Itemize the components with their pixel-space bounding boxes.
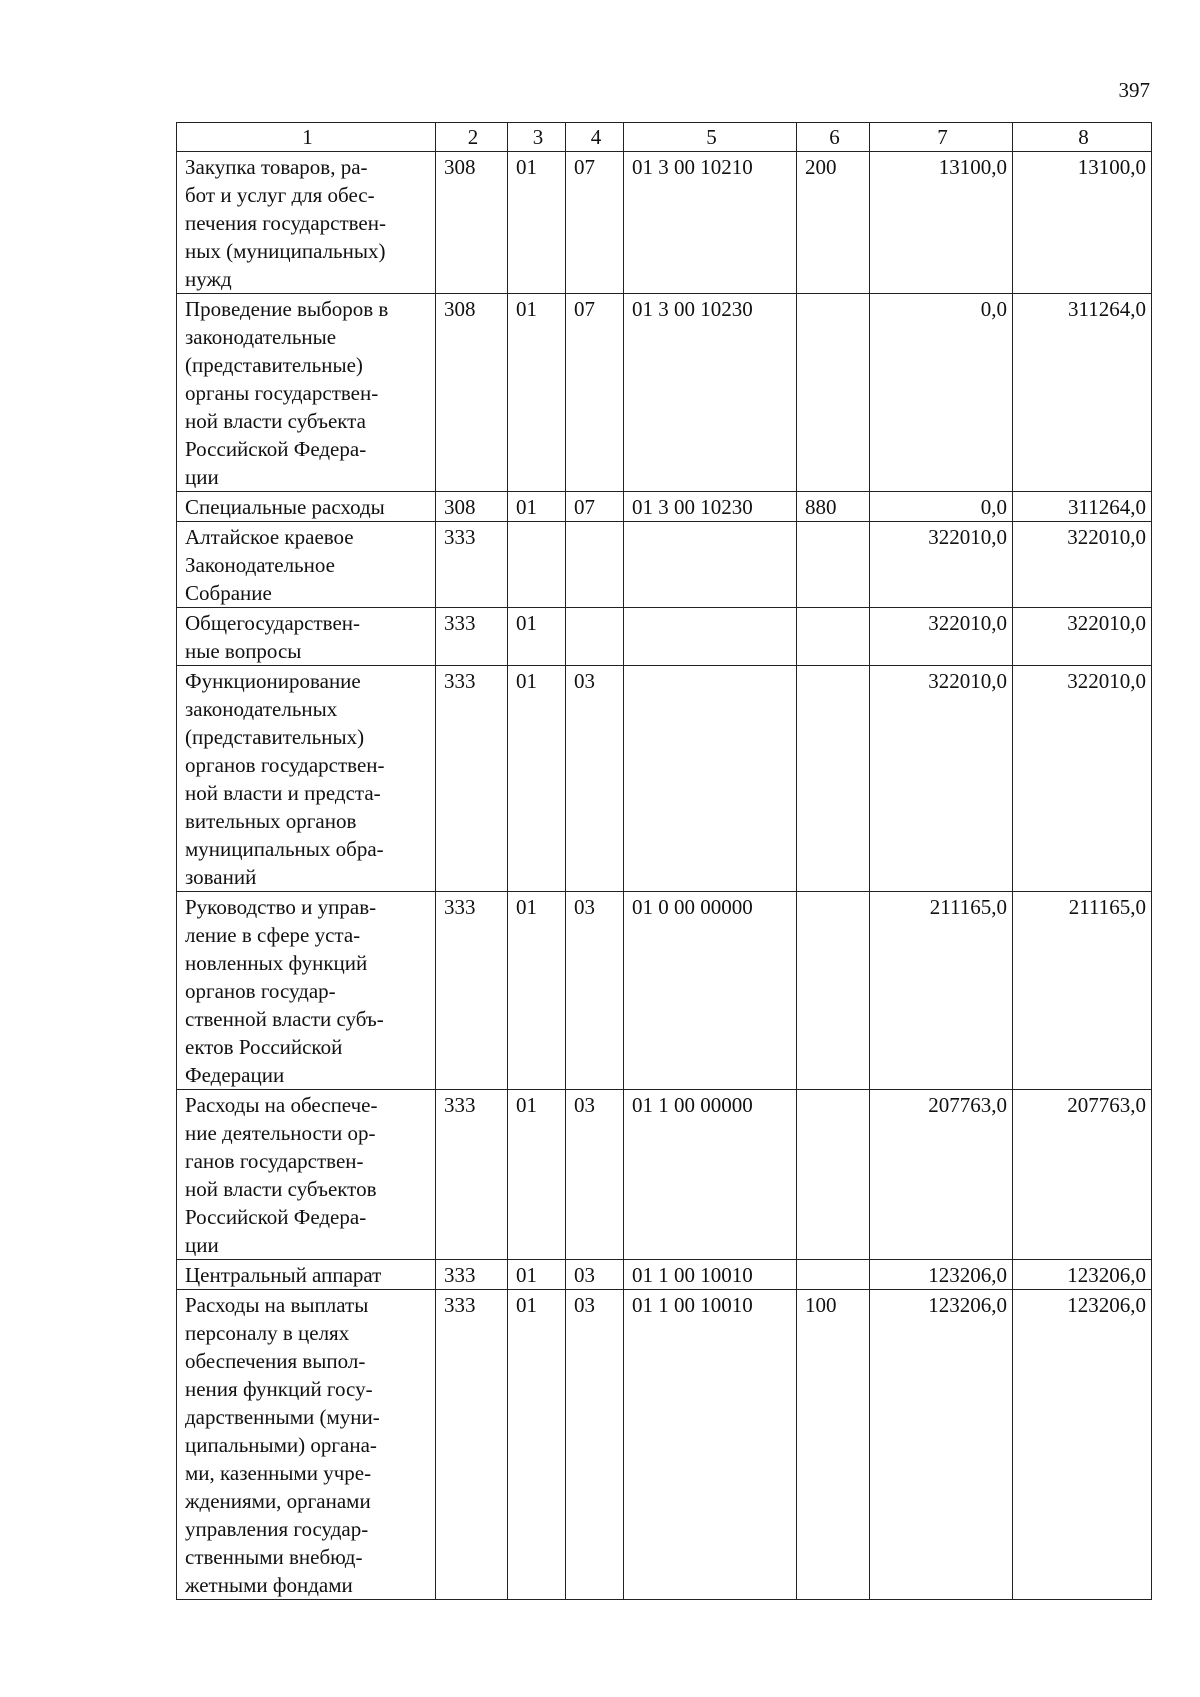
item-name-line: Федерации	[185, 1063, 285, 1087]
cell-item-name	[177, 608, 436, 666]
header-cell-4: 4	[566, 123, 624, 152]
item-name-line: вительных органов	[185, 809, 357, 833]
cell-target-item	[624, 666, 797, 892]
item-name-line: дарственными (муни-	[185, 1405, 380, 1429]
budget-table	[176, 122, 1152, 1600]
item-name-line: печения государствен-	[185, 211, 386, 235]
item-name-line: органы государствен-	[185, 381, 379, 405]
item-name-line: ние деятельности ор-	[185, 1121, 376, 1145]
cell-gov-code: 333	[436, 522, 508, 608]
cell-amount-1: 123206,0	[870, 1290, 1013, 1600]
item-name-line: Собрание	[185, 581, 272, 605]
cell-amount-2: 322010,0	[1013, 522, 1152, 608]
item-name-line: законодательных	[185, 697, 338, 721]
cell-item-name	[177, 666, 436, 892]
cell-amount-2: 322010,0	[1013, 666, 1152, 892]
table-row	[177, 294, 1152, 492]
cell-gov-code: 333	[436, 608, 508, 666]
cell-expense-type	[797, 294, 870, 492]
cell-amount-1: 0,0	[870, 492, 1013, 522]
cell-amount-2: 13100,0	[1013, 152, 1152, 294]
item-name-line: Российской Федера-	[185, 1205, 367, 1229]
cell-expense-type: 100	[797, 1290, 870, 1600]
item-name-line: ные вопросы	[185, 639, 302, 663]
item-name-line: ганов государствен-	[185, 1149, 364, 1173]
cell-amount-1: 211165,0	[870, 892, 1013, 1090]
table-row	[177, 892, 1152, 1090]
cell-amount-2: 123206,0	[1013, 1290, 1152, 1600]
item-name-line: зований	[185, 865, 257, 889]
item-name-line: законодательные	[185, 325, 337, 349]
item-name-line: ции	[185, 465, 219, 489]
cell-amount-1: 322010,0	[870, 666, 1013, 892]
item-name-line: нения функций госу-	[185, 1377, 373, 1401]
cell-expense-type	[797, 1090, 870, 1260]
item-name-line: ной власти субъектов	[185, 1177, 377, 1201]
cell-target-item: 01 3 00 10210	[624, 152, 797, 294]
cell-expense-type	[797, 892, 870, 1090]
item-name-line: Расходы на обеспече-	[185, 1093, 378, 1117]
cell-item-name	[177, 492, 436, 522]
cell-subsection	[566, 608, 624, 666]
table-row	[177, 1260, 1152, 1290]
cell-item-name	[177, 522, 436, 608]
cell-target-item: 01 1 00 10010	[624, 1260, 797, 1290]
cell-expense-type	[797, 666, 870, 892]
cell-amount-1: 207763,0	[870, 1090, 1013, 1260]
cell-target-item	[624, 522, 797, 608]
cell-subsection: 03	[566, 666, 624, 892]
item-name-line: муниципальных обра-	[185, 837, 384, 861]
item-name-line: обеспечения выпол-	[185, 1349, 366, 1373]
cell-item-name	[177, 1260, 436, 1290]
item-name-line: ственными внебюд-	[185, 1545, 363, 1569]
cell-subsection: 07	[566, 152, 624, 294]
cell-amount-2: 123206,0	[1013, 1260, 1152, 1290]
cell-section: 01	[508, 1260, 566, 1290]
cell-section	[508, 522, 566, 608]
cell-amount-1: 322010,0	[870, 522, 1013, 608]
cell-expense-type: 880	[797, 492, 870, 522]
cell-amount-2: 311264,0	[1013, 492, 1152, 522]
cell-amount-1: 0,0	[870, 294, 1013, 492]
cell-subsection: 07	[566, 294, 624, 492]
cell-gov-code: 308	[436, 294, 508, 492]
table-row	[177, 1290, 1152, 1600]
cell-subsection: 03	[566, 1090, 624, 1260]
item-name-line: Расходы на выплаты	[185, 1293, 369, 1317]
item-name-line: (представительные)	[185, 353, 363, 377]
table-row	[177, 608, 1152, 666]
cell-amount-2: 211165,0	[1013, 892, 1152, 1090]
cell-target-item: 01 1 00 00000	[624, 1090, 797, 1260]
cell-target-item: 01 3 00 10230	[624, 294, 797, 492]
table-row	[177, 522, 1152, 608]
cell-section: 01	[508, 1090, 566, 1260]
cell-gov-code: 333	[436, 1290, 508, 1600]
cell-gov-code: 333	[436, 666, 508, 892]
item-name-line: Проведение выборов в	[185, 297, 389, 321]
item-name-line: ной власти и предста-	[185, 781, 381, 805]
cell-subsection	[566, 522, 624, 608]
item-name-line: Российской Федера-	[185, 437, 367, 461]
item-name-line: ципальными) органа-	[185, 1433, 377, 1457]
item-name-line: Закупка товаров, ра-	[185, 155, 368, 179]
item-name-line: ектов Российской	[185, 1035, 343, 1059]
item-name-line: нужд	[185, 267, 232, 291]
cell-item-name	[177, 1090, 436, 1260]
item-name-line: персоналу в целях	[185, 1321, 350, 1345]
table-header-row	[177, 123, 1152, 152]
page-number: 397	[1118, 78, 1150, 102]
cell-section: 01	[508, 1290, 566, 1600]
header-cell-8: 8	[1013, 123, 1152, 152]
item-name-line: ции	[185, 1233, 219, 1257]
item-name-line: Общегосударствен-	[185, 611, 361, 635]
table-row	[177, 492, 1152, 522]
header-cell-6: 6	[797, 123, 870, 152]
cell-subsection: 03	[566, 892, 624, 1090]
cell-amount-1: 322010,0	[870, 608, 1013, 666]
cell-subsection: 03	[566, 1260, 624, 1290]
cell-amount-1: 123206,0	[870, 1260, 1013, 1290]
item-name-line: (представительных)	[185, 725, 365, 749]
item-name-line: Специальные расходы	[185, 495, 385, 519]
table-row	[177, 152, 1152, 294]
cell-target-item: 01 0 00 00000	[624, 892, 797, 1090]
cell-subsection: 03	[566, 1290, 624, 1600]
cell-target-item	[624, 608, 797, 666]
item-name-line: ление в сфере уста-	[185, 923, 361, 947]
header-cell-7: 7	[870, 123, 1013, 152]
cell-section: 01	[508, 492, 566, 522]
cell-item-name	[177, 294, 436, 492]
header-cell-5: 5	[624, 123, 797, 152]
cell-amount-2: 311264,0	[1013, 294, 1152, 492]
cell-section: 01	[508, 152, 566, 294]
cell-item-name	[177, 1290, 436, 1600]
cell-section: 01	[508, 892, 566, 1090]
cell-amount-2: 322010,0	[1013, 608, 1152, 666]
cell-section: 01	[508, 294, 566, 492]
item-name-line: Алтайское краевое	[185, 525, 354, 549]
cell-target-item: 01 3 00 10230	[624, 492, 797, 522]
item-name-line: ной власти субъекта	[185, 409, 366, 433]
table-row	[177, 666, 1152, 892]
item-name-line: Законодательное	[185, 553, 335, 577]
cell-item-name	[177, 152, 436, 294]
item-name-line: ждениями, органами	[185, 1489, 371, 1513]
item-name-line: Центральный аппарат	[185, 1263, 382, 1287]
item-name-line: органов государствен-	[185, 753, 385, 777]
cell-expense-type	[797, 522, 870, 608]
cell-gov-code: 333	[436, 892, 508, 1090]
cell-subsection: 07	[566, 492, 624, 522]
header-cell-3: 3	[508, 123, 566, 152]
cell-item-name	[177, 892, 436, 1090]
cell-section: 01	[508, 666, 566, 892]
item-name-line: жетными фондами	[185, 1573, 353, 1597]
cell-gov-code: 308	[436, 492, 508, 522]
header-cell-2: 2	[436, 123, 508, 152]
cell-expense-type	[797, 1260, 870, 1290]
item-name-line: бот и услуг для обес-	[185, 183, 375, 207]
cell-gov-code: 333	[436, 1260, 508, 1290]
item-name-line: новленных функций	[185, 951, 368, 975]
cell-amount-1: 13100,0	[870, 152, 1013, 294]
table-row	[177, 1090, 1152, 1260]
item-name-line: ми, казенными учре-	[185, 1461, 372, 1485]
cell-gov-code: 308	[436, 152, 508, 294]
cell-section: 01	[508, 608, 566, 666]
cell-target-item: 01 1 00 10010	[624, 1290, 797, 1600]
cell-gov-code: 333	[436, 1090, 508, 1260]
cell-expense-type: 200	[797, 152, 870, 294]
cell-amount-2: 207763,0	[1013, 1090, 1152, 1260]
cell-expense-type	[797, 608, 870, 666]
item-name-line: Функционирование	[185, 669, 361, 693]
item-name-line: органов государ-	[185, 979, 336, 1003]
item-name-line: Руководство и управ-	[185, 895, 377, 919]
header-cell-1: 1	[177, 123, 436, 152]
item-name-line: управления государ-	[185, 1517, 369, 1541]
item-name-line: ных (муниципальных)	[185, 239, 386, 263]
item-name-line: ственной власти субъ-	[185, 1007, 384, 1031]
